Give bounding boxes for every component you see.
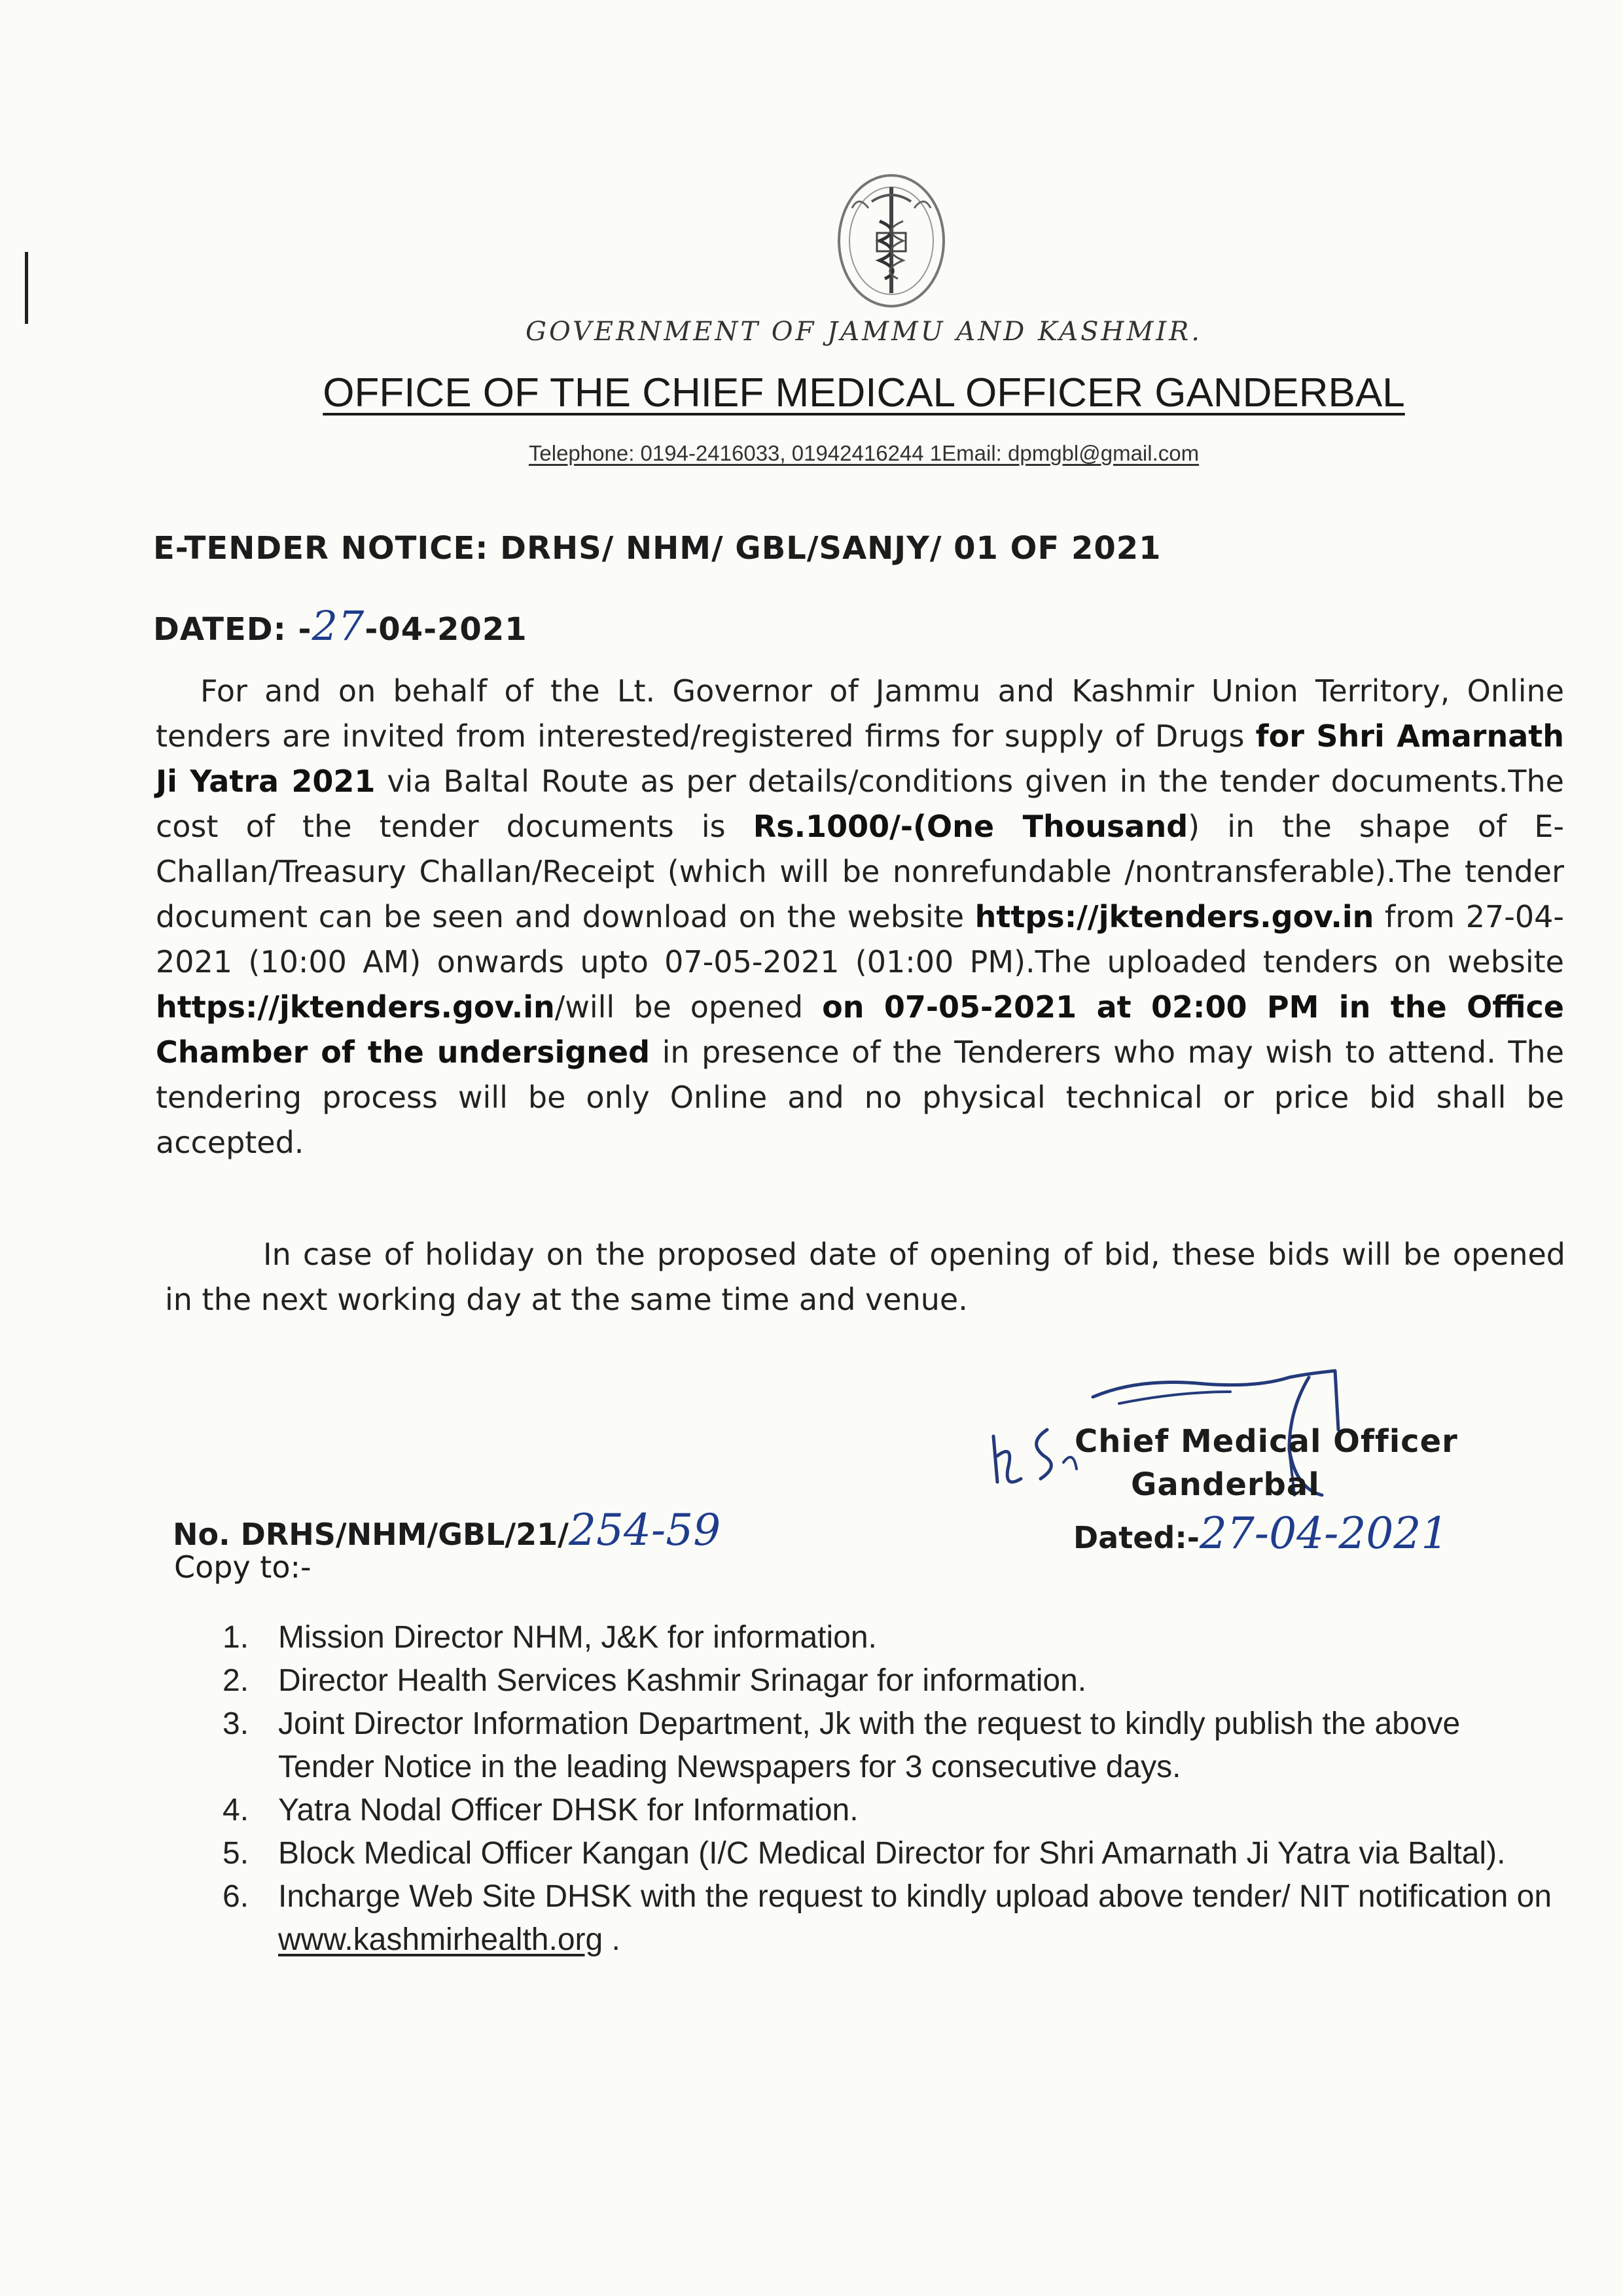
notice-date-label: DATED: - bbox=[153, 611, 312, 648]
list-item-number: 6. bbox=[223, 1879, 249, 1914]
holiday-paragraph: In case of holiday on the proposed date of opening of bid, these bids will be opened in the next working day at the same time and venue. bbox=[165, 1237, 1565, 1317]
government-heading: GOVERNMENT OF JAMMU AND KASHMIR. bbox=[525, 317, 1202, 347]
signature-date-handwritten: 27-04-2021 bbox=[1199, 1508, 1449, 1559]
list-item-text: Block Medical Officer Kangan (I/C Medical Director for Shri Amarnath Ji Yatra via Baltal). bbox=[278, 1836, 1506, 1871]
list-item bbox=[223, 1616, 1558, 1659]
notice-date-rest: -04-2021 bbox=[365, 611, 527, 648]
signature-block bbox=[982, 1358, 1505, 1567]
list-item-text-end: . bbox=[603, 1922, 620, 1957]
emphasis-text: https://jktenders.gov.in bbox=[156, 989, 555, 1025]
website-link[interactable]: www.kashmirhealth.org bbox=[278, 1922, 603, 1957]
list-item-number: 2. bbox=[223, 1663, 249, 1698]
tender-notice-number: E-TENDER NOTICE: DRHS/ NHM/ GBL/SANJY/ 01 OF 2021 bbox=[153, 530, 1162, 567]
list-item bbox=[223, 1789, 1558, 1832]
tender-paragraph bbox=[156, 669, 1564, 1165]
paragraph-text: via Baltal Route as per details/conditions given in the tender documents.The cost of the tender documents is bbox=[156, 764, 1564, 844]
copy-to-list bbox=[223, 1616, 1558, 1962]
notice-date bbox=[153, 602, 527, 650]
list-item-number: 1. bbox=[223, 1620, 249, 1655]
list-item-number: 3. bbox=[223, 1706, 249, 1741]
contact-line: Telephone: 0194-2416033, 01942416244 1Email: dpmgbl@gmail.com bbox=[528, 441, 1200, 465]
reference-number-handwritten: 254-59 bbox=[568, 1505, 721, 1555]
paragraph-text: /will be opened bbox=[554, 989, 823, 1025]
list-item bbox=[223, 1659, 1558, 1703]
signatory-place: Ganderbal bbox=[1131, 1466, 1320, 1503]
notice-date-handwritten-day: 27 bbox=[312, 602, 365, 650]
list-item-text: Incharge Web Site DHSK with the request to kindly upload above tender/ NIT notification on bbox=[278, 1879, 1552, 1914]
reference-number-prefix: No. DRHS/NHM/GBL/21/ bbox=[173, 1517, 569, 1552]
signatory-title: Chief Medical Officer bbox=[1075, 1423, 1458, 1460]
paragraph-text: in presence of the Tenderers who may wish to attend. The tendering process will be only Online and no physical technical or price bid shall be accepted. bbox=[156, 1034, 1564, 1160]
emphasis-text: https://jktenders.gov.in bbox=[974, 899, 1374, 934]
signature-date bbox=[1073, 1508, 1448, 1559]
list-item-number: 4. bbox=[223, 1793, 249, 1828]
paragraph-text: ) in the shape of E-Challan/Treasury Challan/Receipt (which will be nonrefundable /nontransferable).The tender document can be seen and download on the website bbox=[156, 809, 1565, 934]
scan-edge-mark bbox=[25, 252, 28, 324]
list-item-text: Mission Director NHM, J&K for information. bbox=[278, 1620, 877, 1655]
emphasis-text: Rs.1000/-(One Thousand bbox=[753, 809, 1188, 844]
emphasis-text: for Shri Amarnath Ji Yatra 2021 bbox=[156, 718, 1564, 799]
list-item-text: Director Health Services Kashmir Srinagar for information. bbox=[278, 1663, 1087, 1698]
list-item bbox=[223, 1832, 1558, 1875]
office-title: OFFICE OF THE CHIEF MEDICAL OFFICER GANDERBAL bbox=[323, 370, 1405, 415]
list-item-number: 5. bbox=[223, 1836, 249, 1871]
list-item-text: Joint Director Information Department, Jk with the request to kindly publish the above Tender Notice in the leading Newspapers for 3 consecutive days. bbox=[278, 1706, 1461, 1784]
copy-to-label: Copy to:- bbox=[174, 1549, 312, 1585]
paragraph-text: For and on behalf of the Lt. Governor of Jammu and Kashmir Union Territory, Online tenders are invited from interested/registered firms for supply of Drugs bbox=[156, 673, 1564, 754]
emphasis-text: on 07-05-2021 at 02:00 PM in the Office Chamber of the undersigned bbox=[156, 989, 1564, 1070]
medical-emblem-icon bbox=[832, 169, 950, 313]
signature-date-label: Dated:- bbox=[1073, 1520, 1200, 1555]
list-item-text: Yatra Nodal Officer DHSK for Information. bbox=[278, 1793, 859, 1828]
reference-number bbox=[173, 1505, 721, 1555]
list-item bbox=[223, 1703, 1558, 1789]
list-item bbox=[223, 1875, 1558, 1962]
paragraph-text: from 27-04-2021 (10:00 AM) onwards upto 07-05-2021 (01:00 PM).The uploaded tenders on website bbox=[156, 899, 1564, 980]
